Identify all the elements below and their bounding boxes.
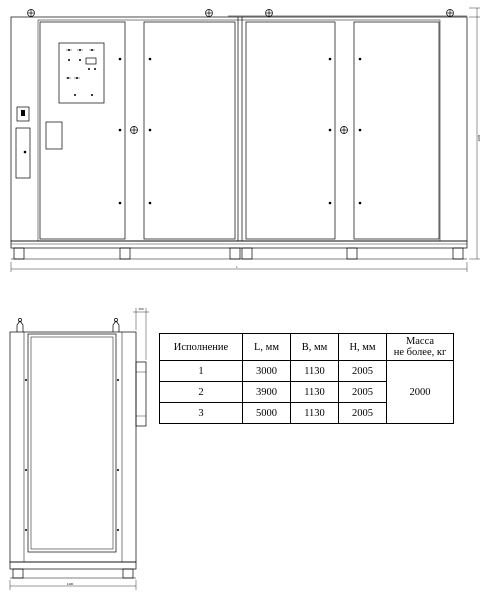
control-panel [59, 43, 104, 103]
side-top-label: 150 [138, 307, 144, 311]
spec-table [159, 333, 454, 424]
header-width: B, мм [291, 334, 339, 361]
cell-height: 2005 [339, 382, 387, 403]
width-label: 1130 [66, 582, 74, 586]
lifting-eye-icon [206, 10, 213, 17]
cell-length: 5000 [243, 403, 291, 424]
side-cable-box [136, 362, 146, 426]
header-length: L, мм [243, 334, 291, 361]
side-hinge-dots [25, 379, 119, 531]
side-base-frame [10, 562, 136, 569]
cell-width: 1130 [291, 382, 339, 403]
cell-mass: 2000 [387, 361, 454, 424]
panel-indicators [67, 49, 96, 96]
side-top-dimension [133, 308, 149, 360]
base-frame [11, 241, 467, 248]
side-view [10, 307, 149, 590]
cell-variant: 3 [160, 403, 243, 424]
header-height: H, мм [339, 334, 387, 361]
cell-height: 2005 [339, 403, 387, 424]
control-door [40, 22, 125, 239]
hinge-dots [24, 58, 362, 205]
lifting-eye-icon [113, 318, 119, 332]
side-door-inner [31, 337, 113, 549]
lock-icon [130, 126, 138, 134]
header-mass-line2: не более, кг [393, 347, 447, 358]
panel-display [86, 58, 96, 64]
right-door-2 [354, 22, 439, 239]
header-mass-line1: Масса [405, 336, 435, 347]
cell-height: 2005 [339, 361, 387, 382]
table-header-row [160, 334, 454, 361]
foot [120, 248, 130, 259]
length-dimension [11, 262, 467, 272]
cell-width: 1130 [291, 403, 339, 424]
side-door [28, 334, 116, 552]
lifting-eye-icon [28, 10, 35, 17]
lock-icon [340, 126, 348, 134]
cell-variant: 2 [160, 382, 243, 403]
lifting-eye-icon [17, 318, 23, 332]
viewing-window [46, 122, 62, 149]
foot [14, 248, 24, 259]
side-foot [13, 569, 23, 578]
front-view [11, 8, 481, 272]
foot [242, 248, 252, 259]
left-door [144, 22, 235, 239]
socket-icon [21, 110, 25, 116]
height-label: 2005 [477, 134, 481, 142]
table-row [160, 361, 454, 382]
side-cabinet-outline [10, 332, 136, 562]
cell-length: 3000 [243, 361, 291, 382]
right-door-1 [246, 22, 335, 239]
lifting-eye-icon [266, 10, 273, 17]
header-mass [387, 334, 454, 361]
side-hatch [16, 128, 30, 178]
cell-variant: 1 [160, 361, 243, 382]
cell-length: 3900 [243, 382, 291, 403]
foot [230, 248, 240, 259]
foot [347, 248, 357, 259]
inner-frame [38, 20, 440, 241]
side-foot [123, 569, 133, 578]
length-label: L [236, 265, 238, 269]
cell-width: 1130 [291, 361, 339, 382]
foot [453, 248, 463, 259]
height-dimension [469, 8, 480, 259]
header-variant: Исполнение [160, 334, 243, 361]
lifting-eye-icon [447, 10, 454, 17]
